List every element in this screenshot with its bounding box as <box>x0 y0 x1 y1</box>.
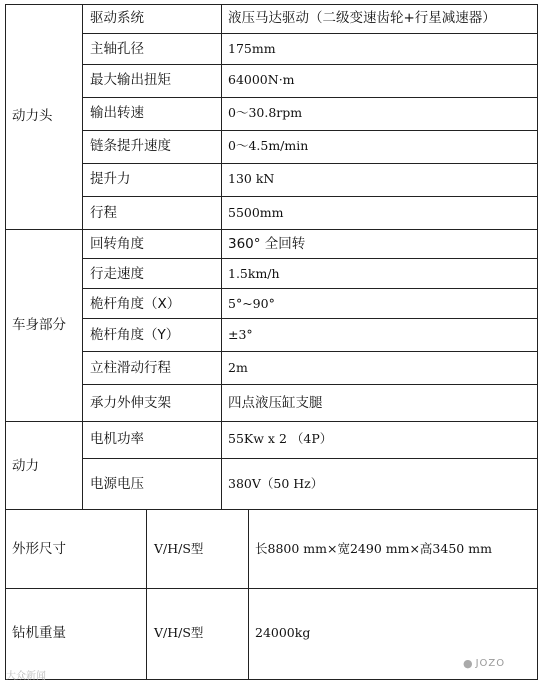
table-border <box>5 229 538 230</box>
row-label: 驱动系统 <box>90 10 144 26</box>
group-header: 车身部分 <box>12 317 66 333</box>
row-value: ±3° <box>228 327 253 342</box>
table-border <box>82 196 538 197</box>
row-value: 360° 全回转 <box>228 236 306 252</box>
group-header: 动力 <box>12 458 39 474</box>
watermark-right-text: JOZO <box>475 658 506 669</box>
row-model: V/H/S型 <box>154 541 204 556</box>
row-value: 5500mm <box>228 205 284 220</box>
table-border <box>82 351 538 352</box>
table-border <box>537 510 538 680</box>
table-border <box>82 97 538 98</box>
table-border <box>5 509 538 510</box>
row-label: 行程 <box>90 205 117 221</box>
table-border <box>82 163 538 164</box>
row-label: 最大输出扭矩 <box>90 72 171 88</box>
watermark-left: 大众新闻 <box>6 671 46 682</box>
row-value: 380V（50 Hz） <box>228 476 324 491</box>
table-border <box>5 510 6 680</box>
watermark-right <box>463 657 505 670</box>
row-value: 0～4.5m/min <box>228 138 309 153</box>
row-model: V/H/S型 <box>154 625 204 640</box>
table-border <box>5 4 538 5</box>
table-border <box>82 318 538 319</box>
row-value: 1.5km/h <box>228 266 280 281</box>
row-label: 主轴孔径 <box>90 41 144 57</box>
row-label: 提升力 <box>90 171 131 187</box>
table-border <box>82 64 538 65</box>
table-border <box>5 421 538 422</box>
row-value: 2m <box>228 360 248 375</box>
row-value: 0～30.8rpm <box>228 105 303 120</box>
row-label: 桅杆角度（X） <box>90 296 181 312</box>
row-label: 输出转速 <box>90 105 144 121</box>
row-label: 桅杆角度（Y） <box>90 327 180 343</box>
table-border <box>5 4 6 510</box>
table-border <box>537 4 538 510</box>
row-label: 承力外伸支架 <box>90 395 171 411</box>
row-label: 链条提升速度 <box>90 138 171 154</box>
row-label: 钻机重量 <box>12 625 66 641</box>
row-label: 立柱滑动行程 <box>90 360 171 376</box>
row-value: 长8800 mm×宽2490 mm×高3450 mm <box>255 541 492 556</box>
table-border <box>5 679 538 680</box>
table-border <box>248 510 249 680</box>
table-border <box>82 4 83 510</box>
chat-bubble-icon: ● <box>463 657 473 670</box>
row-value: 130 kN <box>228 171 275 186</box>
table-border <box>82 33 538 34</box>
row-value: 5°~90° <box>228 296 275 311</box>
table-border <box>82 258 538 259</box>
table-border <box>221 4 222 510</box>
row-value: 64000N·m <box>228 72 295 87</box>
row-label: 电机功率 <box>90 431 144 447</box>
row-label: 外形尺寸 <box>12 541 66 557</box>
table-border <box>82 130 538 131</box>
row-label: 电源电压 <box>90 476 144 492</box>
table-border <box>5 588 538 589</box>
table-border <box>82 384 538 385</box>
row-label: 行走速度 <box>90 266 144 282</box>
row-label: 回转角度 <box>90 236 144 252</box>
table-border <box>146 510 147 680</box>
table-border <box>82 458 538 459</box>
row-value: 55Kw x 2 （4P） <box>228 431 333 446</box>
row-value: 四点液压缸支腿 <box>228 395 323 411</box>
row-value: 24000kg <box>255 625 311 640</box>
group-header: 动力头 <box>12 108 53 124</box>
row-value: 175mm <box>228 41 276 56</box>
table-border <box>82 288 538 289</box>
row-value: 液压马达驱动（二级变速齿轮+行星减速器） <box>228 10 496 26</box>
